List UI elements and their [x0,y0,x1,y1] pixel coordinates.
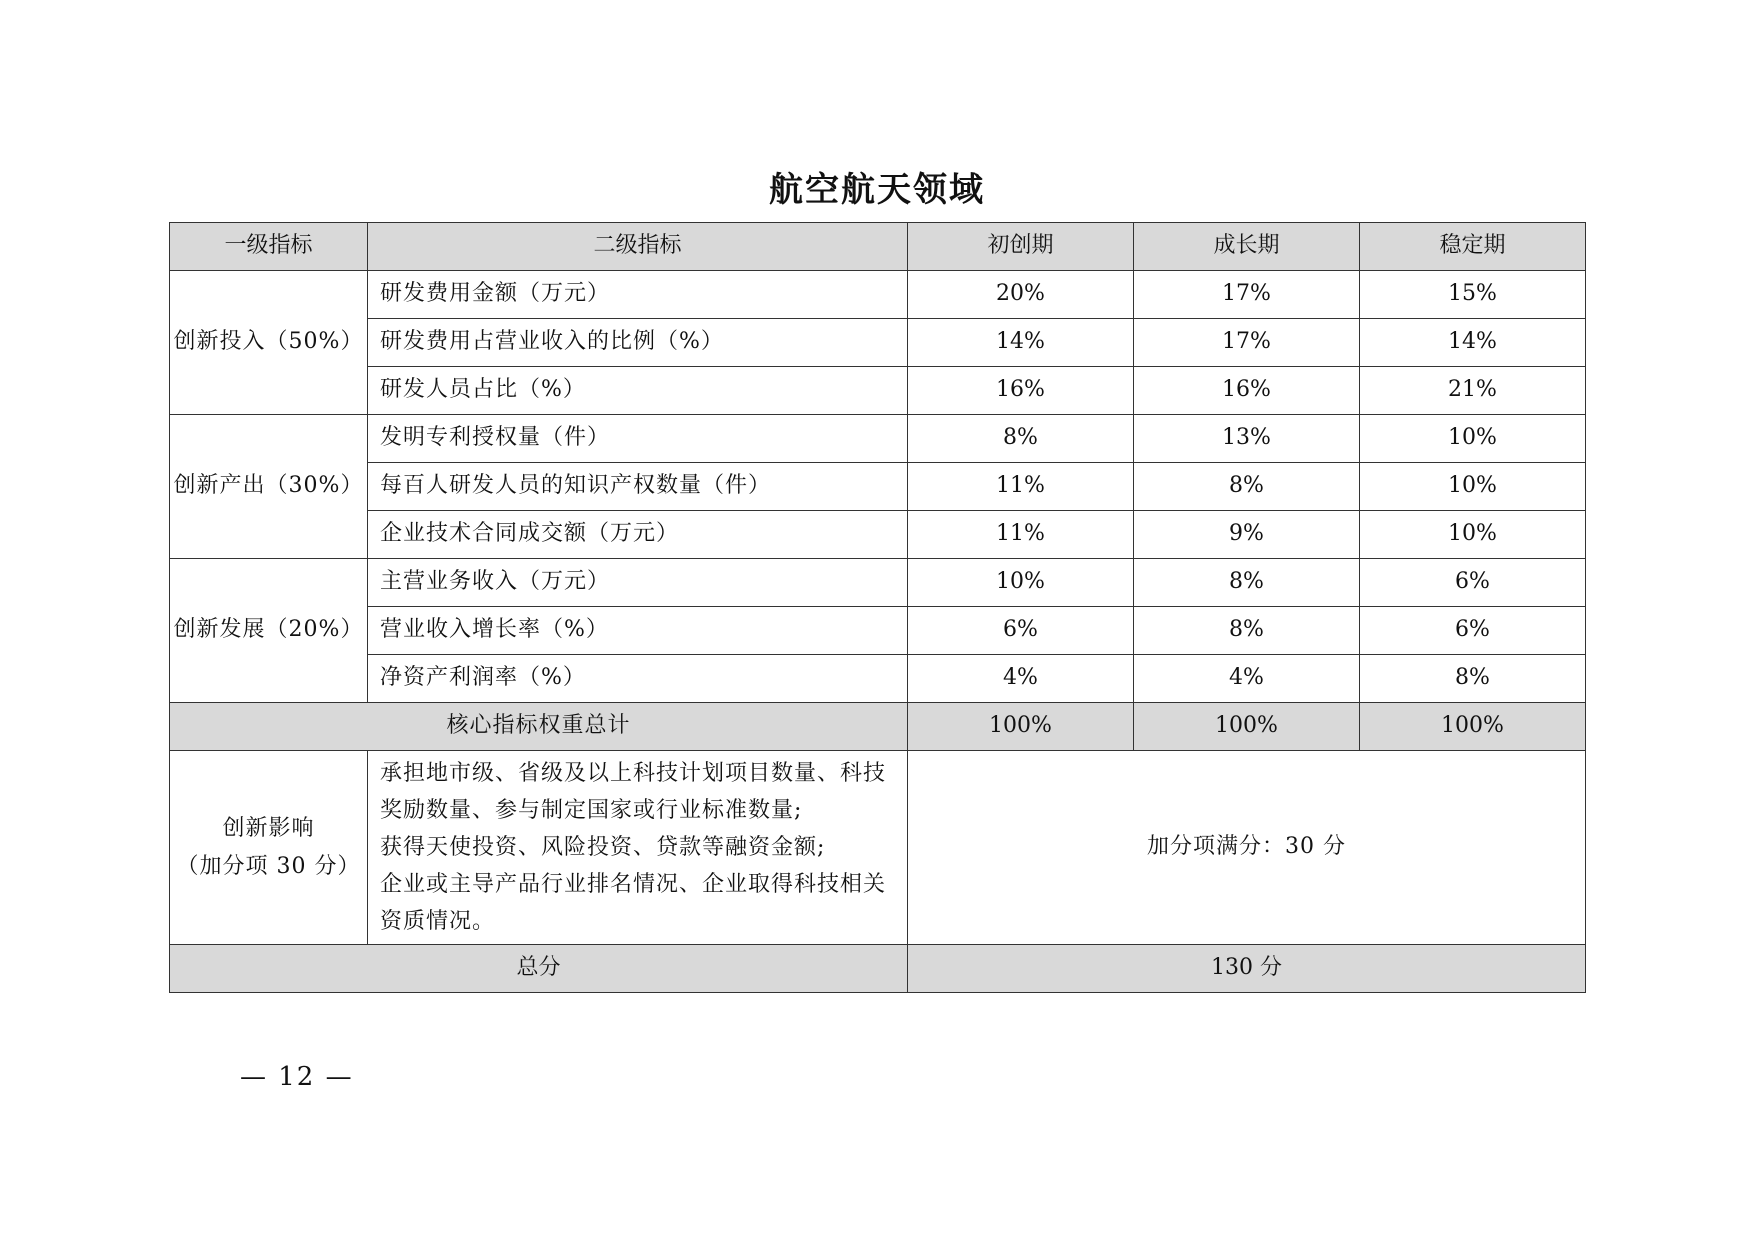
indicator-name: 净资产利润率（%） [368,655,908,703]
header-growth: 成长期 [1134,223,1360,271]
group-name: 创新发展（20%） [170,559,368,703]
value-startup: 6% [908,607,1134,655]
impact-description: 承担地市级、省级及以上科技计划项目数量、科技奖励数量、参与制定国家或行业标准数量; 获得天使投资、风险投资、贷款等融资金额; 企业或主导产品行业排名情况、企业取得科技相关资质情况。 [368,751,908,945]
table-row [170,607,1586,655]
core-total-label: 核心指标权重总计 [170,703,908,751]
value-stable: 10% [1360,463,1586,511]
header-stable: 稳定期 [1360,223,1586,271]
value-stable: 15% [1360,271,1586,319]
value-growth: 13% [1134,415,1360,463]
indicator-name: 研发费用占营业收入的比例（%） [368,319,908,367]
value-startup: 4% [908,655,1134,703]
indicator-name: 每百人研发人员的知识产权数量（件） [368,463,908,511]
value-growth: 16% [1134,367,1360,415]
total-value: 130 分 [908,945,1586,993]
indicator-name: 企业技术合同成交额（万元） [368,511,908,559]
total-label: 总分 [170,945,908,993]
table-row [170,271,1586,319]
value-growth: 9% [1134,511,1360,559]
table-row [170,559,1586,607]
indicator-name: 研发费用金额（万元） [368,271,908,319]
value-growth: 8% [1134,463,1360,511]
impact-row [170,751,1586,945]
impact-score: 加分项满分：30 分 [908,751,1586,945]
header-level1: 一级指标 [170,223,368,271]
value-startup: 16% [908,367,1134,415]
core-total-stable: 100% [1360,703,1586,751]
value-stable: 10% [1360,511,1586,559]
total-row [170,945,1586,993]
core-total-startup: 100% [908,703,1134,751]
value-growth: 8% [1134,559,1360,607]
value-stable: 21% [1360,367,1586,415]
value-startup: 14% [908,319,1134,367]
value-stable: 6% [1360,559,1586,607]
indicator-table [169,222,1586,993]
core-total-growth: 100% [1134,703,1360,751]
value-stable: 8% [1360,655,1586,703]
page-title: 航空航天领域 [769,170,985,210]
indicator-name: 发明专利授权量（件） [368,415,908,463]
table-row [170,319,1586,367]
value-growth: 4% [1134,655,1360,703]
indicator-name: 主营业务收入（万元） [368,559,908,607]
value-startup: 11% [908,463,1134,511]
value-growth: 17% [1134,271,1360,319]
header-level2: 二级指标 [368,223,908,271]
impact-name [170,751,368,945]
value-growth: 8% [1134,607,1360,655]
header-startup: 初创期 [908,223,1134,271]
value-stable: 14% [1360,319,1586,367]
table-row [170,511,1586,559]
value-startup: 20% [908,271,1134,319]
impact-name-line2: （加分项 30 分） [176,853,361,879]
table-row [170,415,1586,463]
value-stable: 10% [1360,415,1586,463]
value-growth: 17% [1134,319,1360,367]
value-startup: 8% [908,415,1134,463]
core-total-row [170,703,1586,751]
page-number: — 12 — [240,1062,354,1092]
table-row [170,367,1586,415]
table-row [170,463,1586,511]
indicator-name: 研发人员占比（%） [368,367,908,415]
value-startup: 11% [908,511,1134,559]
value-stable: 6% [1360,607,1586,655]
group-name: 创新产出（30%） [170,415,368,559]
table-header-row [170,223,1586,271]
impact-name-line1: 创新影响 [222,815,315,841]
indicator-name: 营业收入增长率（%） [368,607,908,655]
value-startup: 10% [908,559,1134,607]
table-row [170,655,1586,703]
group-name: 创新投入（50%） [170,271,368,415]
